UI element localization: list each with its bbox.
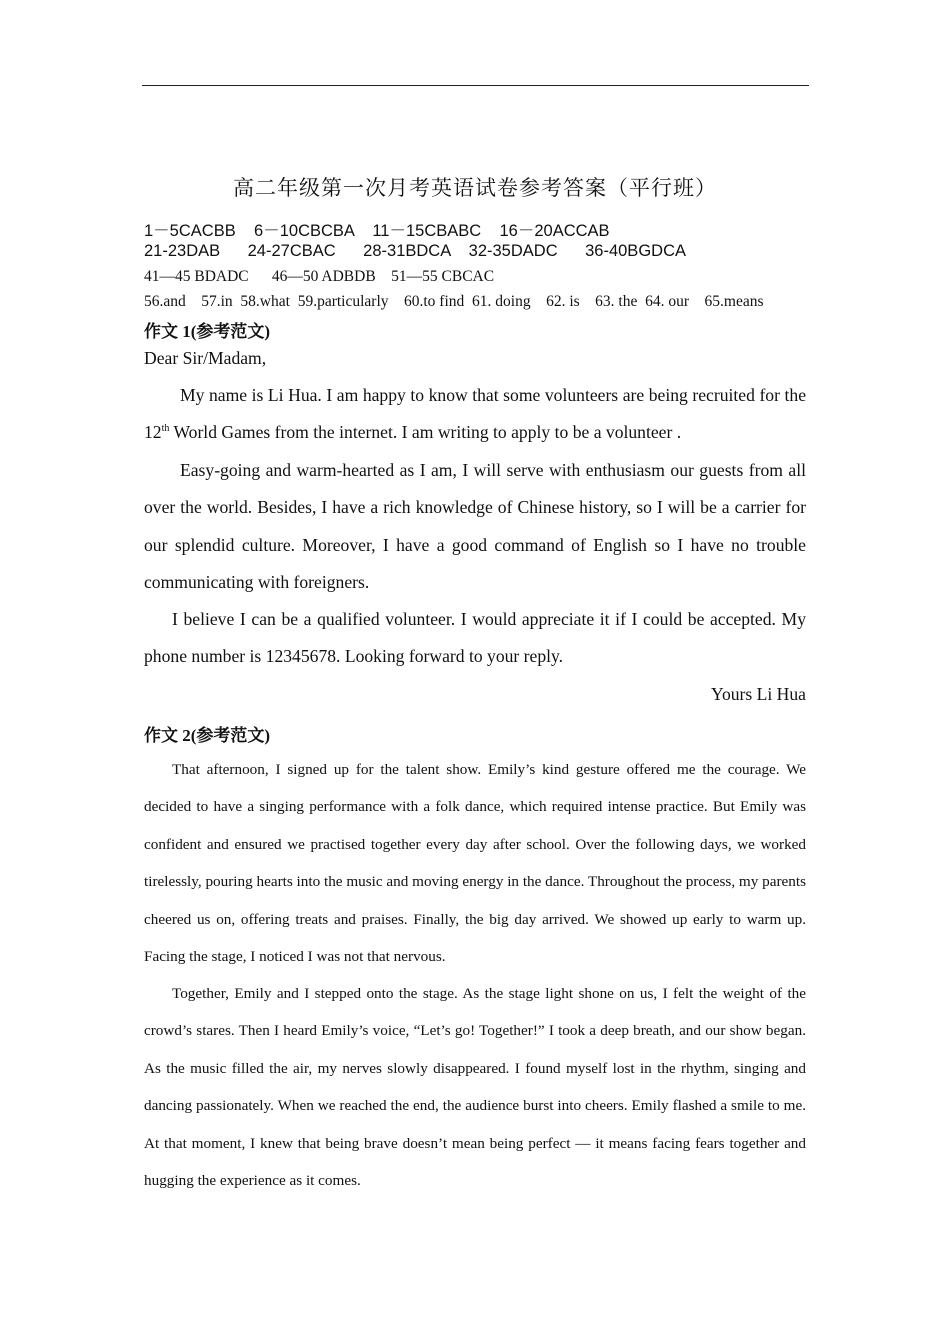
essay1-paragraph-1 — [144, 377, 806, 452]
essay2-heading: 作文 2(参考范文) — [144, 726, 271, 745]
header-rule — [142, 85, 809, 86]
essay1-paragraph-3 — [144, 601, 806, 676]
essay2-paragraph-2-text: Together, Emily and I stepped onto the stage. As the stage light shone on us, I felt the weight of the crowd’s stares. Then I heard Emily’s voice, “Let’s go! Together!” I took a deep breath, and our show began. As the music filled the air, my nerves slowly disappeared. I found myself lost in the rhythm, singing and dancing passionately. When we reached the end, the audience burst into cheers. Emily flashed a smile to me. At that moment, I knew that being brave doesn’t mean being perfect — it means facing fears together and hugging the experience as it comes. — [144, 985, 806, 1190]
essay2-paragraph-1-text: That afternoon, I signed up for the talent show. Emily’s kind gesture offered me the courage. We decided to have a singing performance with a folk dance, which required intense practice. But Emily was confident and ensured we practised together every day after school. Over the following days, we worked tirelessly, pouring hearts into the music and moving energy in the dance. Throughout the process, my parents cheered us on, offering treats and praises. Finally, the big day arrived. We showed up early to warm up. Facing the stage, I noticed I was not that nervous. — [144, 761, 806, 966]
essay1-paragraph-2 — [144, 452, 806, 602]
essay2-paragraph-2 — [144, 975, 806, 1199]
answer-row-2: 21-23DAB 24-27CBAC 28-31BDCA 32-35DADC 36-40BGDCA — [144, 242, 686, 260]
essay1-paragraph-1-text-end: World Games from the internet. I am writing to apply to be a volunteer . — [169, 422, 682, 443]
answer-row-3: 41—45 BDADC 46—50 ADBDB 51—55 CBCAC — [144, 268, 495, 285]
page-title: 高二年级第一次月考英语试卷参考答案（平行班） — [233, 176, 717, 200]
answer-row-4: 56.and 57.in 58.what 59.particularly 60.to find 61. doing 62. is 63. the 64. our 65.means — [144, 293, 764, 310]
essay1-closing: Yours Li Hua — [711, 684, 806, 704]
ordinal-suffix: th — [161, 423, 170, 435]
essay1-paragraph-1-text: My name is Li Hua. I am happy to know that some volunteers are being recruited for the 12 — [144, 385, 806, 443]
answer-row-1: 1－5CACBB 6－10CBCBA 11－15CBABC 16－20ACCAB — [144, 222, 610, 240]
essay2-paragraph-1 — [144, 751, 806, 975]
essay1-paragraph-2-text: Easy-going and warm-hearted as I am, I will serve with enthusiasm our guests from all over the world. Besides, I have a rich knowledge of Chinese history, so I will be a carrier for our splendid culture. Moreover, I have a good command of English so I have no trouble communicating with foreigners. — [144, 460, 806, 593]
essay1-heading: 作文 1(参考范文) — [144, 322, 271, 341]
essay1-paragraph-3-text: I believe I can be a qualified volunteer. I would appreciate it if I could be accepted. My phone number is 12345678. Looking forward to your reply. — [144, 609, 806, 667]
essay1-salutation: Dear Sir/Madam, — [144, 348, 267, 368]
